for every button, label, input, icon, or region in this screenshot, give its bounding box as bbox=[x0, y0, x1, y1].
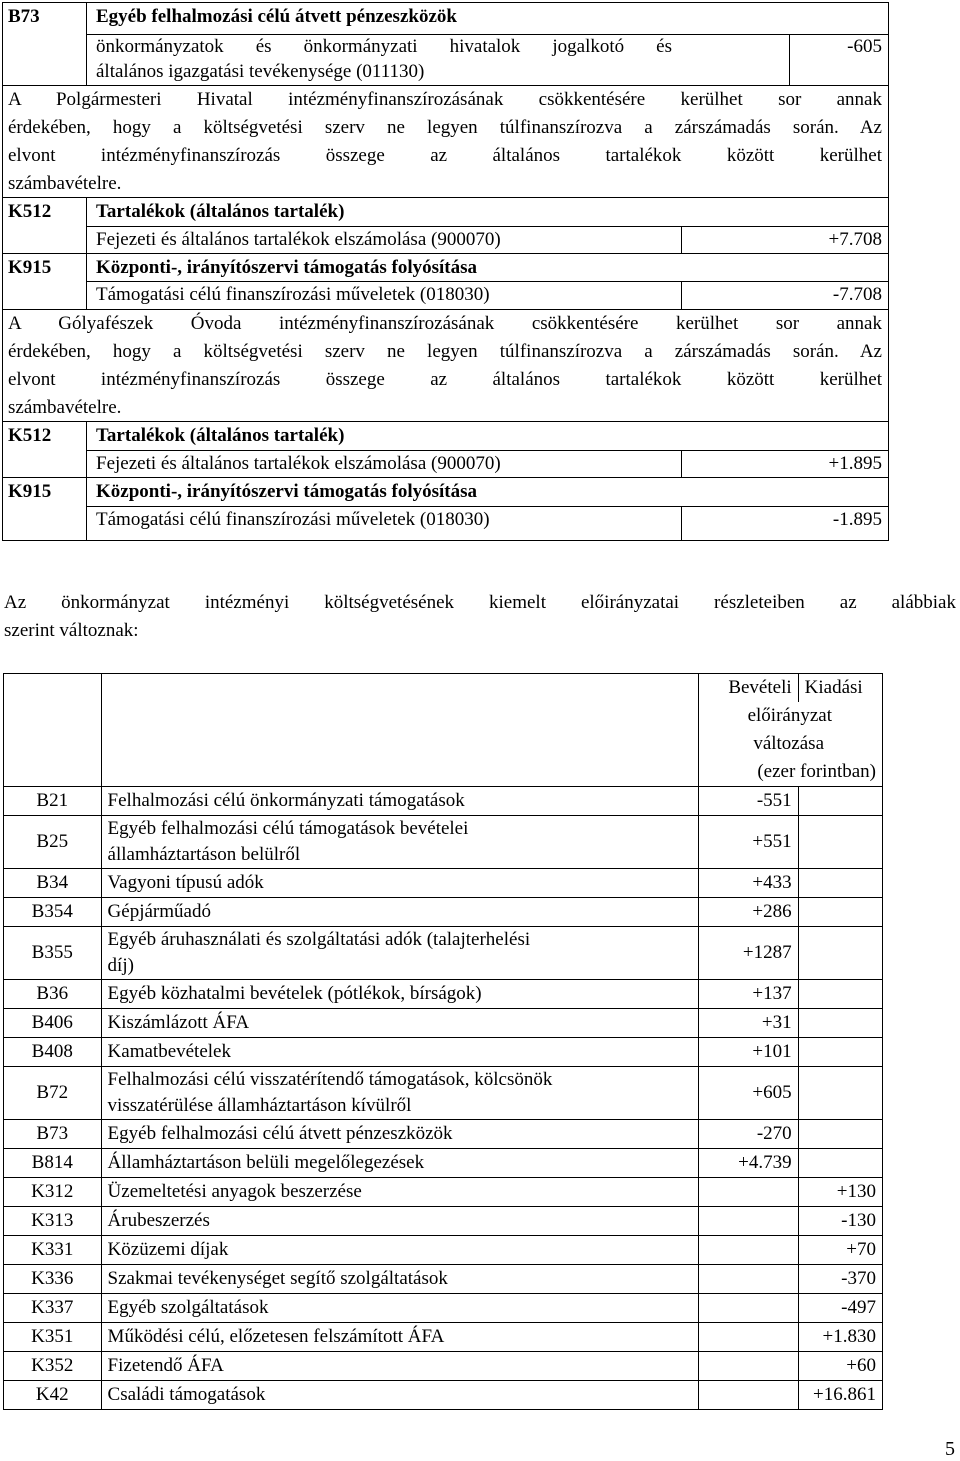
row-description bbox=[101, 816, 699, 869]
section-title: Egyéb felhalmozási célú átvett pénzeszközök bbox=[96, 6, 457, 27]
paragraph-line: számbavételre. bbox=[8, 397, 122, 418]
divider bbox=[86, 450, 889, 451]
table-row bbox=[4, 898, 883, 927]
row-expense-change: +60 bbox=[798, 1352, 882, 1381]
table-row bbox=[4, 1149, 883, 1178]
row-description-line: visszatérülése államháztartáson kívülről bbox=[107, 1095, 412, 1116]
row-code: K337 bbox=[4, 1294, 102, 1323]
row-code: K42 bbox=[4, 1381, 102, 1410]
paragraph-line: A Gólyafészek Óvoda intézményfinanszírozásának csökkentésére kerülhet sor annak bbox=[8, 313, 882, 334]
divider bbox=[681, 226, 682, 254]
row-expense-change: -497 bbox=[798, 1294, 882, 1323]
divider bbox=[86, 281, 889, 282]
row-code: K312 bbox=[4, 1178, 102, 1207]
row-description: Egyéb szolgáltatások bbox=[101, 1294, 699, 1323]
row-revenue-change bbox=[699, 1294, 799, 1323]
table-row bbox=[4, 927, 883, 980]
table-row bbox=[4, 1352, 883, 1381]
row-revenue-change bbox=[699, 1236, 799, 1265]
header-line: változása bbox=[699, 730, 883, 758]
row-expense-change bbox=[798, 1120, 882, 1149]
divider bbox=[86, 34, 889, 35]
row-expense-change bbox=[798, 980, 882, 1009]
row-expense-change bbox=[798, 927, 882, 980]
divider bbox=[86, 506, 889, 507]
row-description: Működési célú, előzetesen felszámított ÁFA bbox=[101, 1323, 699, 1352]
paragraph-line: elvont intézményfinanszírozás összege az általános tartalékok között kerülhet bbox=[8, 145, 882, 166]
account-code: K512 bbox=[8, 425, 52, 446]
appropriations-table bbox=[3, 673, 883, 1410]
row-revenue-change: -270 bbox=[699, 1120, 799, 1149]
row-code: B814 bbox=[4, 1149, 102, 1178]
row-description: Egyéb felhalmozási célú átvett pénzeszközök bbox=[101, 1120, 699, 1149]
row-expense-change: +130 bbox=[798, 1178, 882, 1207]
header-empty bbox=[101, 674, 699, 787]
account-code: K915 bbox=[8, 481, 52, 502]
row-description: Családi támogatások bbox=[101, 1381, 699, 1410]
table-row bbox=[4, 1265, 883, 1294]
row-expense-change bbox=[798, 898, 882, 927]
account-item: Támogatási célú finanszírozási műveletek (018030) bbox=[96, 284, 490, 305]
row-description-line: Egyéb áruhasználati és szolgáltatási adók (talajterhelési bbox=[107, 929, 531, 950]
row-revenue-change bbox=[699, 1178, 799, 1207]
row-expense-change bbox=[798, 1009, 882, 1038]
row-expense-change: -130 bbox=[798, 1207, 882, 1236]
row-description bbox=[101, 1067, 699, 1120]
table-row bbox=[4, 1381, 883, 1410]
page-number: 5 bbox=[945, 1438, 955, 1460]
row-code: B73 bbox=[4, 1120, 102, 1149]
row-revenue-change bbox=[699, 1381, 799, 1410]
row-code: K351 bbox=[4, 1323, 102, 1352]
divider bbox=[2, 197, 889, 198]
row-expense-change: +70 bbox=[798, 1236, 882, 1265]
row-expense-change bbox=[798, 1149, 882, 1178]
row-code: K331 bbox=[4, 1236, 102, 1265]
row-description-line: díj) bbox=[107, 955, 134, 976]
row-description-line: Egyéb felhalmozási célú támogatások bevételei bbox=[107, 818, 469, 839]
item-value: -605 bbox=[847, 36, 882, 57]
paragraph-line: számbavételre. bbox=[8, 173, 122, 194]
row-expense-change: -370 bbox=[798, 1265, 882, 1294]
row-description: Szakmai tevékenységet segítő szolgáltatások bbox=[101, 1265, 699, 1294]
table-row bbox=[4, 1120, 883, 1149]
item-line: önkormányzatok és önkormányzati hivatalok jogalkotó és bbox=[96, 36, 672, 57]
row-code: B72 bbox=[4, 1067, 102, 1120]
account-title: Tartalékok (általános tartalék) bbox=[96, 425, 345, 446]
row-description: Vagyoni típusú adók bbox=[101, 869, 699, 898]
table-row bbox=[4, 1067, 883, 1120]
account-item: Fejezeti és általános tartalékok elszámolása (900070) bbox=[96, 453, 501, 474]
row-revenue-change: -551 bbox=[699, 787, 799, 816]
divider bbox=[681, 506, 682, 541]
intro-line: szerint változnak: bbox=[4, 620, 139, 641]
row-revenue-change: +551 bbox=[699, 816, 799, 869]
divider bbox=[2, 477, 889, 478]
frame-bottom bbox=[2, 540, 889, 541]
account-value: -7.708 bbox=[832, 284, 882, 305]
row-description: Árubeszerzés bbox=[101, 1207, 699, 1236]
table-row bbox=[4, 1207, 883, 1236]
row-description: Üzemeltetési anyagok beszerzése bbox=[101, 1178, 699, 1207]
row-expense-change: +16.861 bbox=[798, 1381, 882, 1410]
row-revenue-change: +137 bbox=[699, 980, 799, 1009]
table-row bbox=[4, 787, 883, 816]
item-line: általános igazgatási tevékenysége (011130) bbox=[96, 61, 425, 82]
table-row bbox=[4, 1009, 883, 1038]
account-code: K915 bbox=[8, 257, 52, 278]
row-revenue-change: +101 bbox=[699, 1038, 799, 1067]
row-description: Államháztartáson belüli megelőlegezések bbox=[101, 1149, 699, 1178]
account-title: Központi-, irányítószervi támogatás folyósítása bbox=[96, 481, 478, 502]
row-code: K313 bbox=[4, 1207, 102, 1236]
header-line: (ezer forintban) bbox=[699, 758, 883, 787]
table-row bbox=[4, 816, 883, 869]
header-line: előirányzat bbox=[699, 702, 883, 730]
table-row bbox=[4, 1236, 883, 1265]
row-revenue-change bbox=[699, 1207, 799, 1236]
row-description: Fizetendő ÁFA bbox=[101, 1352, 699, 1381]
row-code: B406 bbox=[4, 1009, 102, 1038]
account-item: Támogatási célú finanszírozási műveletek (018030) bbox=[96, 509, 490, 530]
row-code: B21 bbox=[4, 787, 102, 816]
row-revenue-change: +1287 bbox=[699, 927, 799, 980]
table-row bbox=[4, 1294, 883, 1323]
row-expense-change bbox=[798, 787, 882, 816]
row-description: Közüzemi díjak bbox=[101, 1236, 699, 1265]
row-expense-change: +1.830 bbox=[798, 1323, 882, 1352]
frame-right bbox=[888, 2, 889, 541]
paragraph-line: érdekében, hogy a költségvetési szerv ne legyen túlfinanszírozva a zárszámadás során. Az bbox=[8, 341, 882, 362]
account-item: Fejezeti és általános tartalékok elszámolása (900070) bbox=[96, 229, 501, 250]
divider bbox=[681, 281, 682, 309]
row-code: B34 bbox=[4, 869, 102, 898]
row-revenue-change bbox=[699, 1265, 799, 1294]
row-description bbox=[101, 927, 699, 980]
table-row bbox=[4, 869, 883, 898]
row-code: B25 bbox=[4, 816, 102, 869]
account-value: +7.708 bbox=[828, 229, 882, 250]
row-revenue-change: +605 bbox=[699, 1067, 799, 1120]
divider bbox=[86, 226, 889, 227]
table-header-row bbox=[4, 674, 883, 703]
row-description: Felhalmozási célú önkormányzati támogatások bbox=[101, 787, 699, 816]
divider bbox=[2, 85, 889, 86]
table-row bbox=[4, 1323, 883, 1352]
account-code: K512 bbox=[8, 201, 52, 222]
row-revenue-change: +4.739 bbox=[699, 1149, 799, 1178]
row-code: B355 bbox=[4, 927, 102, 980]
row-revenue-change: +433 bbox=[699, 869, 799, 898]
frame-top bbox=[2, 2, 889, 3]
row-revenue-change: +31 bbox=[699, 1009, 799, 1038]
section-code: B73 bbox=[8, 6, 40, 27]
row-expense-change bbox=[798, 816, 882, 869]
row-description: Gépjárműadó bbox=[101, 898, 699, 927]
row-code: K336 bbox=[4, 1265, 102, 1294]
row-description: Kiszámlázott ÁFA bbox=[101, 1009, 699, 1038]
row-code: K352 bbox=[4, 1352, 102, 1381]
header-empty bbox=[4, 674, 102, 787]
row-expense-change bbox=[798, 1067, 882, 1120]
row-code: B354 bbox=[4, 898, 102, 927]
paragraph-line: elvont intézményfinanszírozás összege az általános tartalékok között kerülhet bbox=[8, 369, 882, 390]
row-revenue-change bbox=[699, 1352, 799, 1381]
row-revenue-change: +286 bbox=[699, 898, 799, 927]
account-title: Központi-, irányítószervi támogatás folyósítása bbox=[96, 257, 478, 278]
account-title: Tartalékok (általános tartalék) bbox=[96, 201, 345, 222]
row-description-line: államháztartáson belülről bbox=[107, 844, 301, 865]
row-revenue-change bbox=[699, 1323, 799, 1352]
row-description-line: Felhalmozási célú visszatérítendő támogatások, kölcsönök bbox=[107, 1069, 553, 1090]
account-value: -1.895 bbox=[832, 509, 882, 530]
row-expense-change bbox=[798, 869, 882, 898]
paragraph-line: érdekében, hogy a költségvetési szerv ne legyen túlfinanszírozva a zárszámadás során. Az bbox=[8, 117, 882, 138]
divider bbox=[2, 309, 889, 310]
row-description: Egyéb közhatalmi bevételek (pótlékok, bírságok) bbox=[101, 980, 699, 1009]
divider bbox=[2, 253, 889, 254]
table-row bbox=[4, 980, 883, 1009]
divider bbox=[789, 34, 790, 85]
paragraph-line: A Polgármesteri Hivatal intézményfinanszírozásának csökkentésére kerülhet sor annak bbox=[8, 89, 882, 110]
account-value: +1.895 bbox=[828, 453, 882, 474]
row-description: Kamatbevételek bbox=[101, 1038, 699, 1067]
row-code: B36 bbox=[4, 980, 102, 1009]
divider bbox=[86, 421, 87, 541]
intro-line: Az önkormányzat intézményi költségvetésének kiemelt előirányzatai részleteiben az alábbiak bbox=[4, 592, 956, 613]
header-expense: Kiadási bbox=[798, 674, 882, 703]
header-revenue: Bevételi bbox=[699, 674, 799, 703]
table-row bbox=[4, 1038, 883, 1067]
row-expense-change bbox=[798, 1038, 882, 1067]
divider bbox=[2, 421, 889, 422]
table-row bbox=[4, 1178, 883, 1207]
divider bbox=[86, 2, 87, 85]
frame-left bbox=[2, 2, 3, 541]
divider bbox=[681, 450, 682, 478]
row-code: B408 bbox=[4, 1038, 102, 1067]
